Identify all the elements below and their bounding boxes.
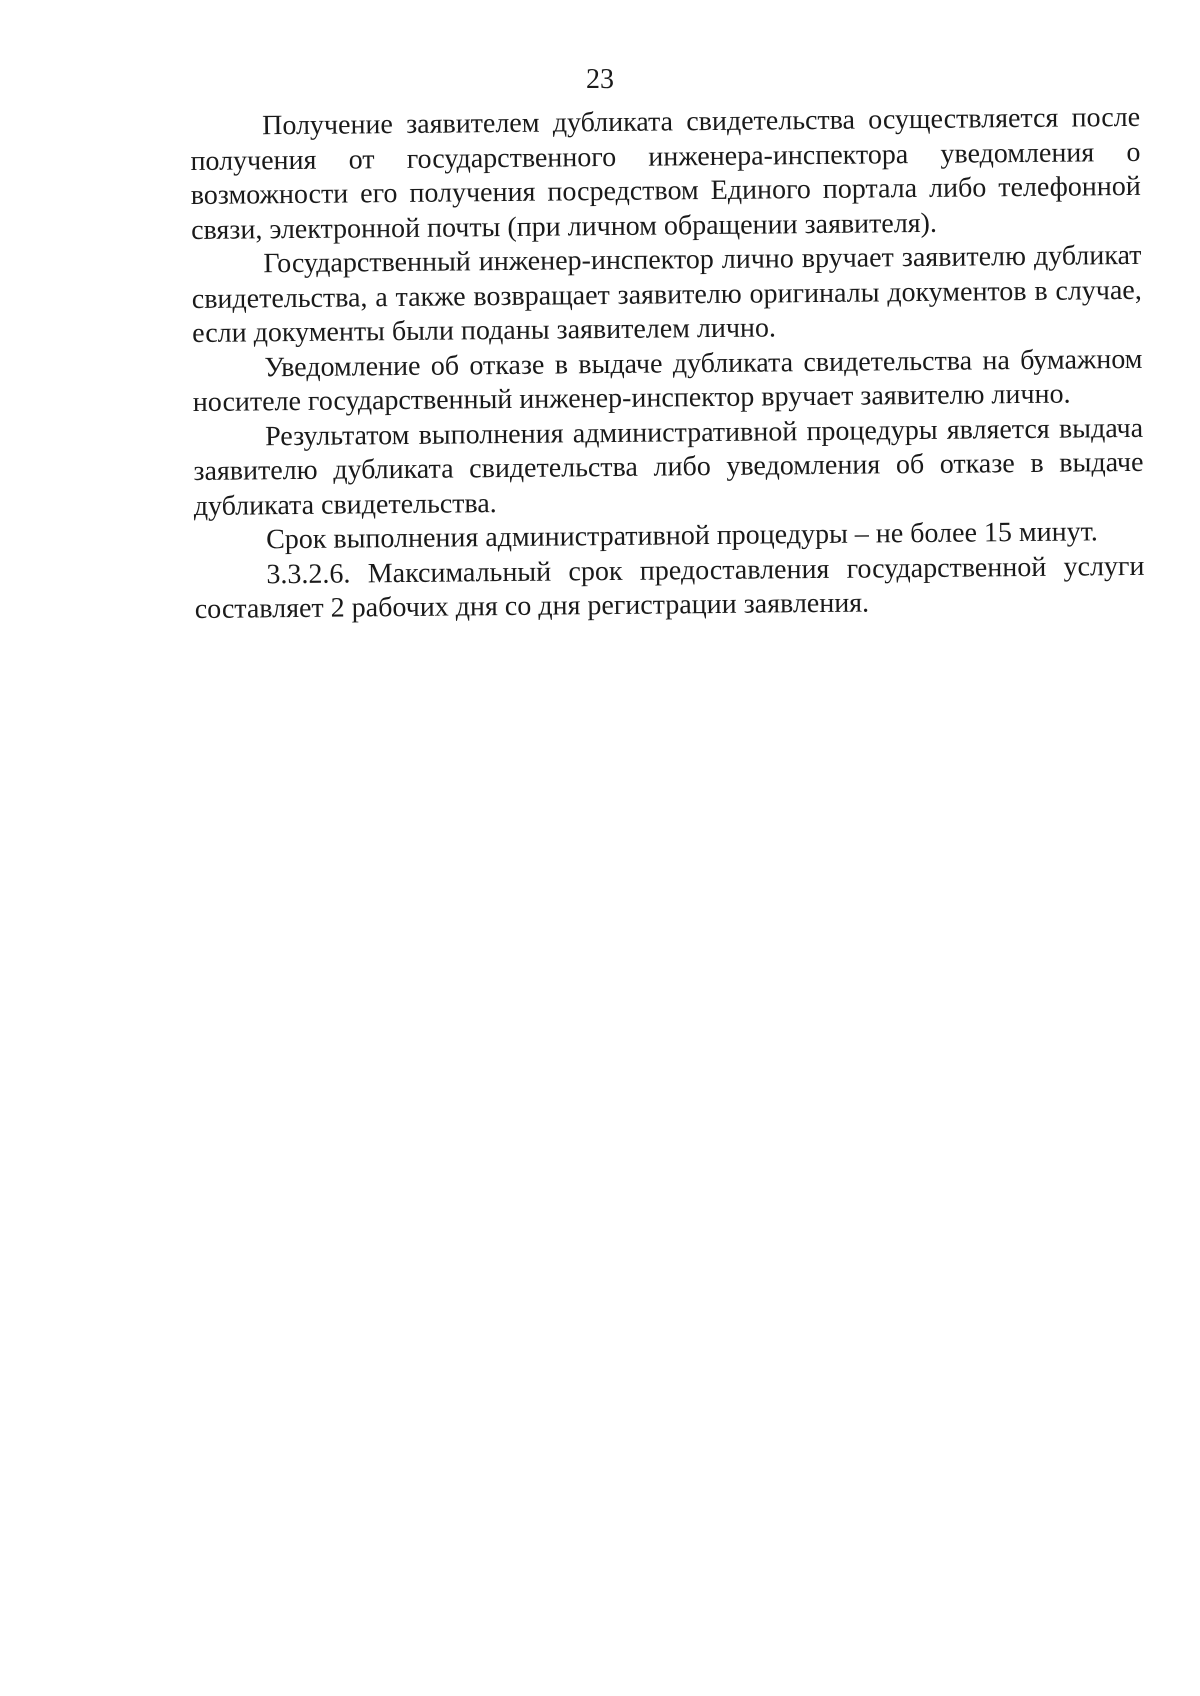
page-number: 23	[586, 64, 614, 95]
paragraph-procedure-duration: Срок выполнения административной процедуры – не более 15 минут.	[265, 516, 1098, 556]
paragraph-duplicate-receipt: Получение заявителем дубликата свидетельства осуществляется после получения от государственного инженера-инспектора уведомления о возможности его получения посредством Единого портала либо телефонной связи, электронной почты (при личном обращении заявителя).	[190, 101, 1141, 246]
paragraph-procedure-result: Результатом выполнения административной процедуры является выдача заявителю дубликата свидетельства либо уведомления об отказе в выдаче дубликата свидетельства.	[193, 412, 1144, 522]
document-body	[190, 101, 1145, 628]
paragraph-inspector-handover: Государственный инженер-инспектор лично вручает заявителю дубликат свидетельства, а также возвращает заявителю оригиналы документов в случае, если документы были поданы заявителем лично.	[191, 239, 1142, 349]
paragraph-refusal-notice: Уведомление об отказе в выдаче дубликата свидетельства на бумажном носителе государственный инженер-инспектор вручает заявителю лично.	[192, 343, 1143, 418]
paragraph-maximum-term: 3.3.2.6. Максимальный срок предоставления государственной услуги составляет 2 рабочих дня со дня регистрации заявления.	[194, 550, 1145, 625]
